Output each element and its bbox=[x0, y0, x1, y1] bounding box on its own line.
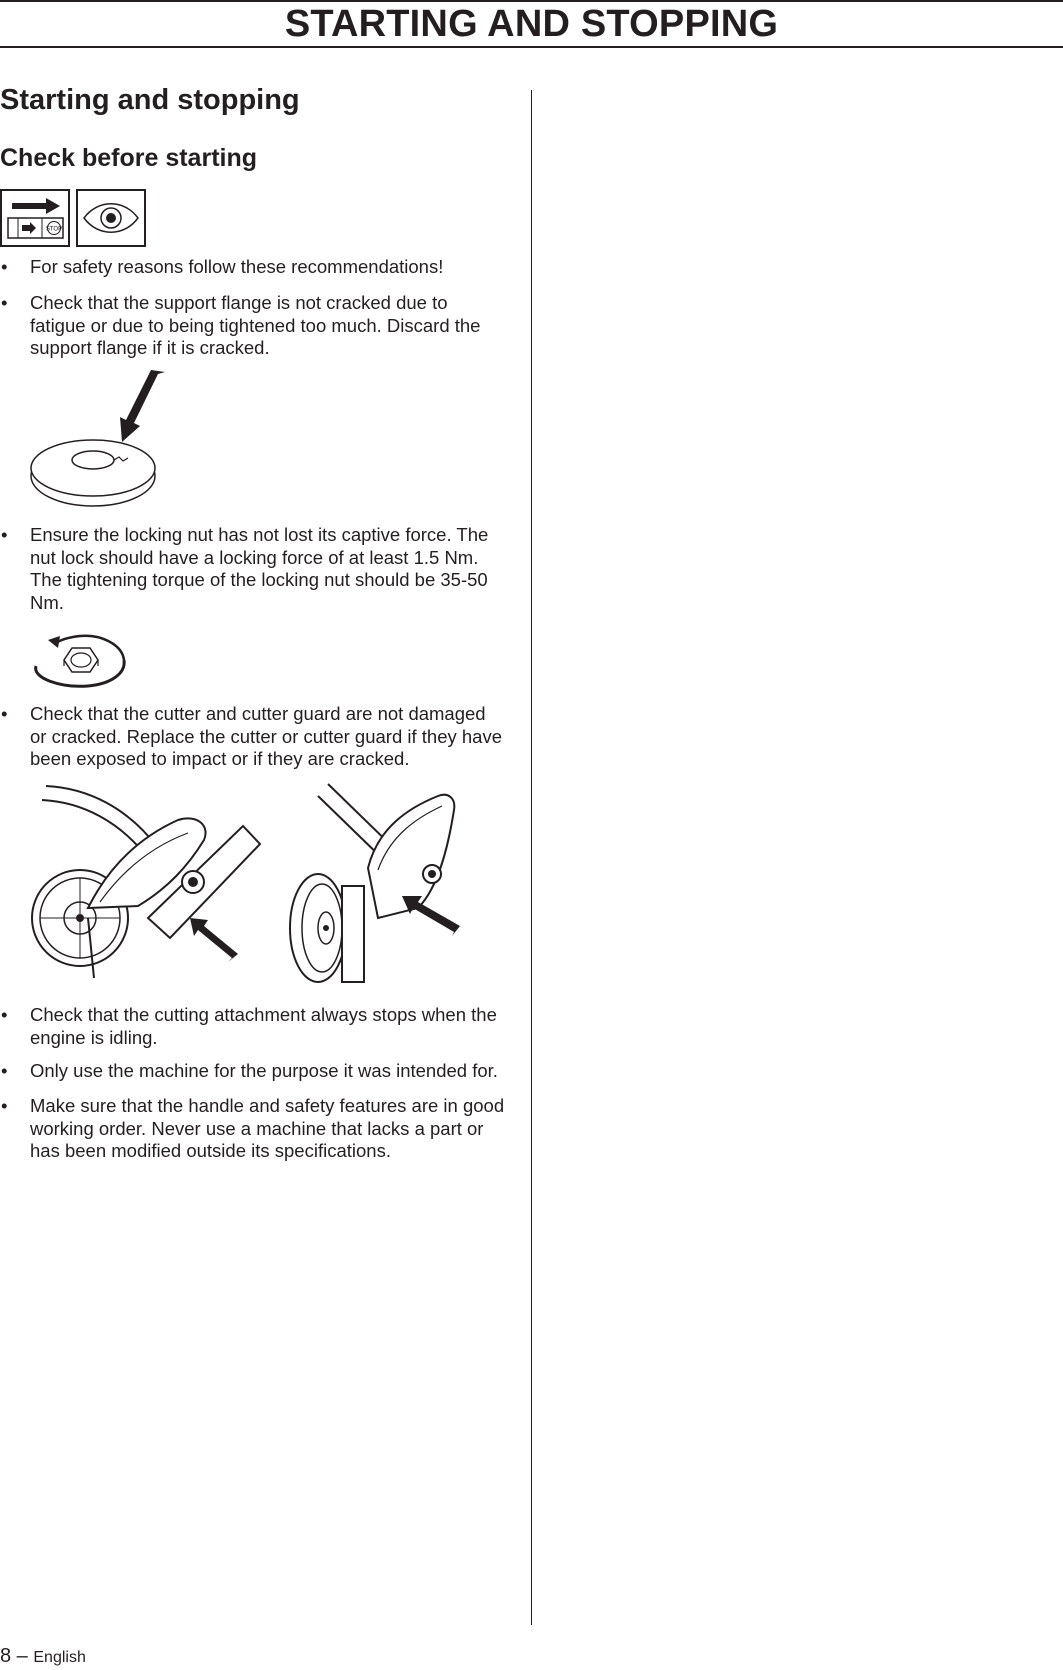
cutter-guard-illustration bbox=[28, 778, 478, 988]
bullet-dot: • bbox=[1, 256, 8, 277]
bullet-text: Ensure the locking nut has not lost its captive force. The nut lock should have a locking force of at least 1.5 Nm. The tightening torque of the locking nut should be 35-50 Nm. bbox=[30, 524, 489, 613]
bullet-dot: • bbox=[1, 1004, 8, 1025]
locking-nut-illustration bbox=[30, 620, 130, 690]
column-divider bbox=[531, 90, 532, 1625]
subsection-title: Check before starting bbox=[0, 144, 258, 172]
section-title: Starting and stopping bbox=[0, 84, 300, 116]
bullet-text: For safety reasons follow these recommendations! bbox=[30, 256, 444, 277]
bullet-text: Make sure that the handle and safety features are in good working order. Never use a machine that lacks a part or has been modified outside its specifications. bbox=[30, 1095, 505, 1161]
bullet-text: Check that the support flange is not cracked due to fatigue or due to being tightened too much. Discard the support flange if it is cracked. bbox=[30, 292, 481, 358]
page-number: 8 – bbox=[0, 1645, 28, 1667]
bullet-dot: • bbox=[1, 524, 8, 545]
page-footer bbox=[0, 1644, 86, 1670]
bullet-dot: • bbox=[1, 1095, 8, 1116]
page-title: STARTING AND STOPPING bbox=[284, 3, 779, 45]
bullet-dot: • bbox=[1, 703, 8, 724]
stop-symbol-label: STOP bbox=[45, 226, 63, 233]
language-label: English bbox=[33, 1649, 86, 1666]
stop-engine-symbol-icon bbox=[0, 189, 70, 247]
bullet-text: Check that the cutter and cutter guard are not damaged or cracked. Replace the cutter or cutter guard if they have been exposed to impact or if they are cracked. bbox=[30, 703, 502, 769]
bullet-text: Only use the machine for the purpose it was intended for. bbox=[30, 1060, 498, 1081]
bullet-dot: • bbox=[1, 292, 8, 313]
eye-inspect-icon bbox=[76, 189, 146, 247]
bullet-text: Check that the cutting attachment always stops when the engine is idling. bbox=[30, 1004, 497, 1048]
page-header bbox=[0, 0, 1063, 48]
bullet-dot: • bbox=[1, 1060, 8, 1081]
support-flange-illustration bbox=[30, 370, 170, 510]
